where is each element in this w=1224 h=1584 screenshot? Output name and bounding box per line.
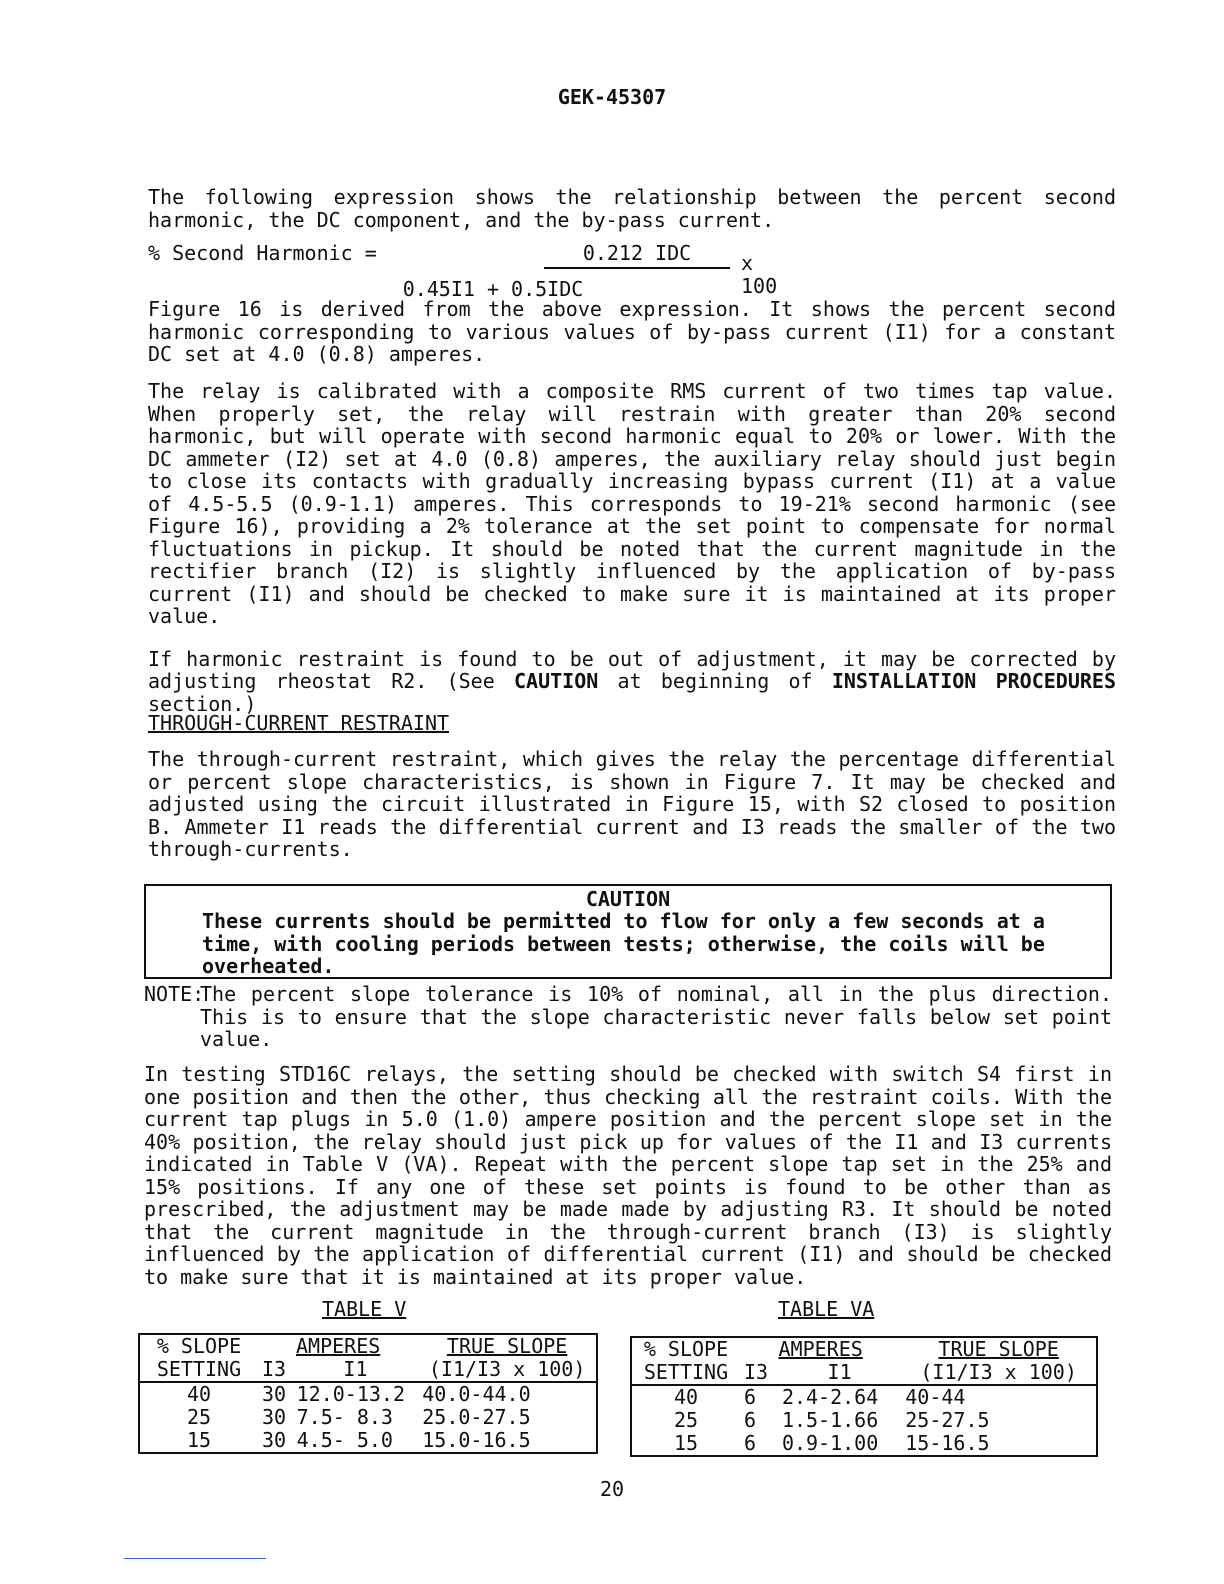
table-header-cell <box>740 1337 901 1361</box>
table-header-cell: % SLOPE <box>156 1334 242 1358</box>
table-header-cell: (I1/I3 x 100) <box>418 1358 597 1382</box>
table-header-cell: SETTING <box>631 1361 740 1385</box>
table-va-title: TABLE VA <box>778 1297 875 1321</box>
amperes-header: AMPERES <box>295 1334 381 1358</box>
table-row <box>631 1385 1097 1409</box>
caution-text: These currents should be permitted to flow for only a few seconds at a time, with cooling periods between tests; otherwise, the coils will be overheated. <box>202 909 1045 978</box>
table-cell: 15.0-16.5 <box>422 1428 531 1452</box>
table-cell: 6 <box>744 1431 757 1455</box>
table-cell: 40-44 <box>905 1385 966 1409</box>
harmonic-adjust-paragraph <box>148 625 1116 715</box>
p4-text-2: at beginning of <box>598 669 832 693</box>
table-cell: 25-27.5 <box>905 1408 990 1432</box>
footer-divider <box>124 1558 266 1559</box>
table-cell: 15 <box>186 1428 212 1452</box>
table-cell: 7.5- 8.3 <box>296 1405 393 1429</box>
caution-box <box>144 884 1112 979</box>
table-row <box>139 1382 597 1406</box>
true-slope-header: TRUE SLOPE <box>938 1337 1059 1361</box>
harmonic-formula <box>148 241 778 302</box>
p4-text-3: section.) <box>148 691 257 716</box>
document-id: GEK-45307 <box>557 85 667 109</box>
table-cell: 40 <box>186 1382 212 1406</box>
table-cell: 25 <box>673 1408 699 1432</box>
table-cell: 6 <box>744 1385 757 1409</box>
table-row <box>139 1406 597 1429</box>
installation-procedures-reference: INSTALLATION PROCEDURES <box>831 669 1116 693</box>
table-header-row <box>631 1337 1097 1361</box>
note-label: NOTE: <box>144 982 205 1006</box>
formula-lhs: % Second Harmonic = <box>148 241 377 265</box>
calibration-paragraph: The relay is calibrated with a composite RMS current of two times tap value. When properly set, the relay will restrain with greater than 20% second harmonic, but will operate with second harmonic equal to 20% or lower. With the DC ammeter (I2) set at 4.0 (0.8) amperes, the auxiliary relay should just begin to close its contacts with gradually increasing bypass current (I1) at a value of 4.5-5.5 (0.9-1.1) amperes. This corresponds to 19-21% second harmonic (see Figure 16), providing a 2% tolerance at the set point to compensate for normal fluctuations in pickup. It should be noted that the current magnitude in the rectifier branch (I2) is slightly influenced by the application of by-pass current (I1) and should be checked to make sure it is maintained at its proper value. <box>148 379 1116 628</box>
table-row <box>631 1409 1097 1432</box>
true-slope-header: TRUE SLOPE <box>446 1334 568 1358</box>
through-current-paragraph: The through-current restraint, which gives the relay the percentage differential or percent slope characteristics, is shown in Figure 7. It may be checked and adjusted using the circuit illustrated in Figure 15, with S2 closed to position B. Ammeter I1 reads the differential current and I3 reads the smaller of the two through-currents. <box>148 747 1116 861</box>
formula-numerator: 0.212 IDC <box>544 242 730 269</box>
table-header-cell: SETTING <box>139 1358 258 1382</box>
table-cell: 30 <box>262 1382 287 1406</box>
table-v-title: TABLE V <box>322 1297 407 1321</box>
table-cell: 4.5- 5.0 <box>296 1428 393 1452</box>
table-cell: 30 <box>262 1405 287 1429</box>
amperes-header: AMPERES <box>778 1337 863 1361</box>
table-cell: 30 <box>262 1428 287 1452</box>
table-header-cell <box>901 1337 1097 1361</box>
testing-paragraph: In testing STD16C relays, the setting should be checked with switch S4 first in one position and then the other, thus checking all the restraint coils. With the current tap plugs in 5.0 (1.0) ampere position and the percent slope set in the 40% position, the relay should just pick up for values of the I1 and I3 currents indicated in Table V (VA). Repeat with the percent slope tap set in the 25% and 15% positions. If any one of these set points is found to be other than as prescribed, the adjustment may be made made by adjusting R3. It should be noted that the current magnitude in the through-current branch (I3) is slightly influenced by the application of differential current (I1) and should be checked to make sure that it is maintained at its proper value. <box>144 1062 1112 1289</box>
table-header-cell: % SLOPE <box>643 1337 729 1361</box>
caution-title: CAUTION <box>585 887 671 911</box>
page-number: 20 <box>599 1477 625 1501</box>
formula-multiplier: x 100 <box>741 251 778 298</box>
table-cell: 25.0-27.5 <box>422 1405 531 1429</box>
table-header-cell: I3 <box>258 1358 293 1382</box>
caution-reference: CAUTION <box>514 669 599 693</box>
table-header-cell: I1 <box>293 1358 419 1382</box>
table-header-row <box>631 1361 1097 1385</box>
table-header-row <box>139 1334 597 1358</box>
intro-paragraph: The following expression shows the relationship between the percent second harmonic, the DC component, and the by-pass current. <box>148 185 1116 232</box>
table-cell: 40 <box>673 1385 699 1409</box>
table-cell: 2.4-2.64 <box>781 1385 879 1409</box>
section-heading: THROUGH-CURRENT RESTRAINT <box>148 711 450 735</box>
formula-denominator: 0.45I1 + 0.5IDC <box>402 277 584 301</box>
table-cell: 12.0-13.2 <box>296 1382 406 1406</box>
table-v <box>138 1333 598 1454</box>
table-header-cell: (I1/I3 x 100) <box>901 1361 1097 1385</box>
table-cell: 40.0-44.0 <box>422 1382 531 1406</box>
table-header-cell: I3 <box>740 1361 778 1385</box>
table-cell: 1.5-1.66 <box>781 1408 879 1432</box>
table-header-cell: I1 <box>778 1361 901 1385</box>
table-header-row <box>139 1358 597 1382</box>
table-cell: 0.9-1.00 <box>781 1431 879 1455</box>
table-header-cell <box>418 1334 597 1358</box>
table-cell: 15 <box>673 1431 699 1455</box>
table-row <box>631 1432 1097 1456</box>
table-cell: 15-16.5 <box>905 1431 990 1455</box>
figure16-paragraph: Figure 16 is derived from the above expression. It shows the percent second harmonic corresponding to various values of by-pass current (I1) for a constant DC set at 4.0 (0.8) amperes. <box>148 297 1116 366</box>
table-row <box>139 1429 597 1453</box>
table-va <box>630 1336 1098 1457</box>
p4-text-1: If harmonic restraint is found to be out of adjustment, it may be corrected by adjusting rheostat R2. (See <box>148 646 1116 693</box>
table-header-cell <box>258 1334 418 1358</box>
table-cell: 6 <box>744 1408 757 1432</box>
note-text: The percent slope tolerance is 10% of nominal, all in the plus direction. This is to ensure that the slope characteristic never falls below set point value. <box>200 982 1112 1051</box>
table-cell: 25 <box>186 1405 212 1429</box>
